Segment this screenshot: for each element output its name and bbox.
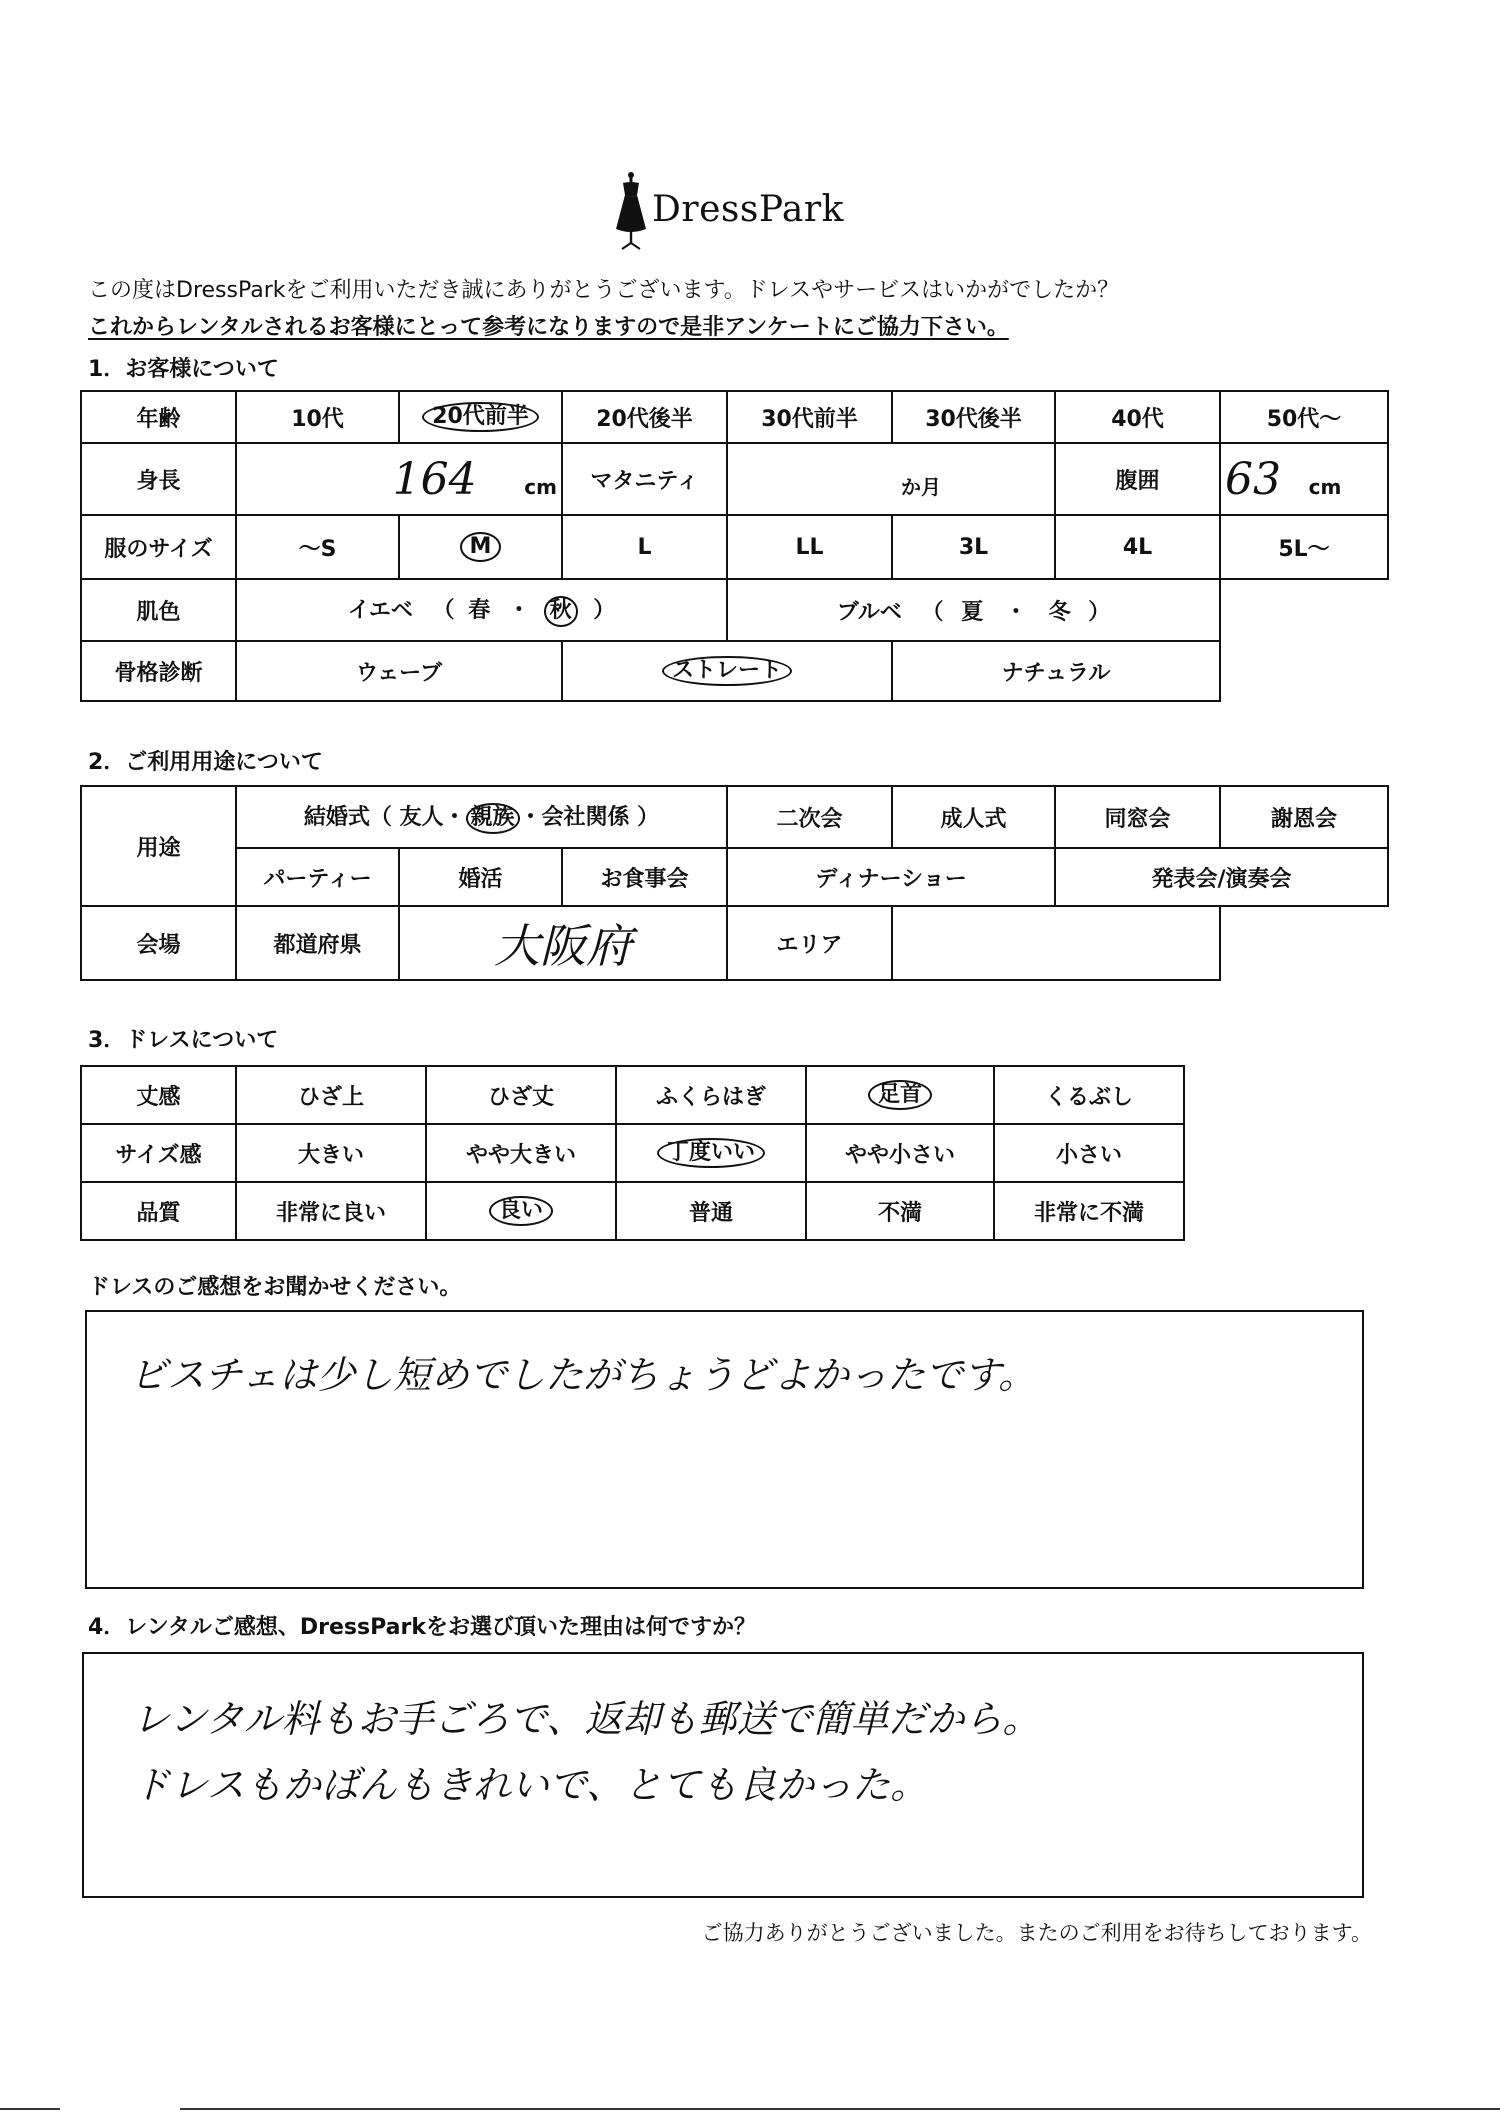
age-option[interactable]: 50代～ (1220, 391, 1388, 443)
dress-table (80, 1065, 1185, 1241)
maternity-field[interactable] (727, 443, 1055, 515)
bone-label: 骨格診断 (81, 641, 236, 701)
fit-option[interactable]: 大きい (236, 1124, 426, 1182)
waist-unit: cm (1308, 474, 1342, 499)
wedding-prefix: 結婚式（ 友人・ (303, 805, 466, 831)
waist-field[interactable] (1220, 443, 1388, 515)
wedding-suffix: ・会社関係 ） (519, 805, 660, 831)
size-option[interactable]: L (562, 515, 727, 579)
section-1-title: 1．お客様について (88, 357, 279, 382)
prefecture-value: 大阪府 (494, 919, 633, 973)
quality-option-selected[interactable] (426, 1182, 616, 1240)
size-option[interactable]: LL (727, 515, 892, 579)
skin-winter: 冬 (1048, 599, 1071, 625)
skin-blue-label: ブルベ (836, 599, 902, 625)
paren-close: ） (1088, 599, 1111, 625)
maternity-unit: か月 (901, 474, 941, 499)
skin-blue-field[interactable] (727, 579, 1220, 641)
length-row (81, 1066, 1184, 1124)
footer-rule (180, 2108, 1500, 2110)
maternity-label: マタニティ (562, 443, 727, 515)
prefecture-field[interactable] (399, 906, 727, 980)
purpose-option[interactable]: 成人式 (892, 786, 1055, 848)
purpose-option[interactable]: 同窓会 (1055, 786, 1220, 848)
intro-line-2: これからレンタルされるお客様にとって参考になりますので是非アンケートにご協力下さい。 (88, 315, 1009, 340)
skin-yellow-label: イエベ (347, 598, 413, 624)
size-row (81, 515, 1388, 579)
purpose-option[interactable]: パーティー (236, 848, 399, 906)
size-label: 服のサイズ (81, 515, 236, 579)
wedding-field[interactable] (236, 786, 727, 848)
section-4-title: 4．レンタルご感想、DressParkをお選び頂いた理由は何ですか？ (88, 1615, 756, 1640)
length-option[interactable]: くるぶし (994, 1066, 1184, 1124)
prefecture-label: 都道府県 (236, 906, 399, 980)
skin-row (81, 579, 1388, 641)
footer-rule (0, 2108, 60, 2110)
length-option-selected[interactable] (806, 1066, 994, 1124)
rental-comment-box[interactable] (82, 1652, 1364, 1898)
venue-label: 会場 (81, 906, 236, 980)
paren-close: ） (593, 598, 616, 624)
circle-mark: 足首 (868, 1080, 932, 1110)
size-option[interactable]: 4L (1055, 515, 1220, 579)
waist-label: 腹囲 (1055, 443, 1220, 515)
intro-line-1: この度はDressParkをご利用いただき誠にありがとうございます。ドレスやサービスはいかがでしたか？ (88, 278, 1120, 303)
dress-form-icon (614, 171, 648, 251)
dress-comment-text: ビスチェは少し短めでしたがちょうどよかったです。 (129, 1353, 1037, 1397)
skin-yellow-field[interactable] (236, 579, 727, 641)
height-value: 164 (392, 453, 477, 505)
venue-row (81, 906, 1388, 980)
length-label: 丈感 (81, 1066, 236, 1124)
height-label: 身長 (81, 443, 236, 515)
quality-label: 品質 (81, 1182, 236, 1240)
length-option[interactable]: ひざ上 (236, 1066, 426, 1124)
purpose-option[interactable]: 謝恩会 (1220, 786, 1388, 848)
bone-row (81, 641, 1388, 701)
section-2-title: 2．ご利用用途について (88, 750, 323, 775)
height-unit: cm (524, 474, 557, 499)
bone-option[interactable]: ウェーブ (236, 641, 562, 701)
section-3-title: 3．ドレスについて (88, 1028, 279, 1053)
purpose-option[interactable]: 発表会/演奏会 (1055, 848, 1388, 906)
brand-logo (612, 165, 852, 260)
rental-comment-line: レンタル料もお手ごろで、返却も郵送で簡単だから。 (132, 1697, 1041, 1741)
age-option[interactable]: 40代 (1055, 391, 1220, 443)
size-option[interactable]: 5L～ (1220, 515, 1388, 579)
brand-name: DressPark (652, 189, 844, 230)
size-option[interactable]: ～S (236, 515, 399, 579)
age-label: 年齢 (81, 391, 236, 443)
circle-mark: ストレート (662, 656, 792, 686)
age-option[interactable]: 10代 (236, 391, 399, 443)
area-field[interactable] (892, 906, 1220, 980)
paren-open: （ (432, 598, 455, 624)
bone-option[interactable]: ナチュラル (892, 641, 1220, 701)
purpose-option[interactable]: ディナーショー (727, 848, 1055, 906)
purpose-label: 用途 (81, 786, 236, 906)
circle-mark: 丁度いい (657, 1138, 765, 1168)
dot: ・ (507, 598, 530, 624)
circle-mark: 良い (489, 1196, 553, 1226)
size-option-selected[interactable] (399, 515, 562, 579)
dot: ・ (1004, 599, 1027, 625)
dress-comment-box[interactable] (85, 1310, 1364, 1589)
quality-option[interactable]: 不満 (806, 1182, 994, 1240)
fit-label: サイズ感 (81, 1124, 236, 1182)
quality-row (81, 1182, 1184, 1240)
fit-option[interactable]: やや大きい (426, 1124, 616, 1182)
quality-option[interactable]: 普通 (616, 1182, 806, 1240)
skin-autumn-circle-mark: 秋 (544, 596, 578, 626)
paren-open: （ (921, 599, 944, 625)
purpose-option[interactable]: お食事会 (562, 848, 727, 906)
bone-option-selected[interactable] (562, 641, 892, 701)
fit-row (81, 1124, 1184, 1182)
age-option[interactable]: 30代後半 (892, 391, 1055, 443)
purpose-option[interactable]: 婚活 (399, 848, 562, 906)
circle-mark: 20代前半 (422, 402, 539, 432)
skin-label: 肌色 (81, 579, 236, 641)
skin-spring: 春 (468, 598, 491, 624)
age-option[interactable]: 30代前半 (727, 391, 892, 443)
purpose-row-2 (81, 848, 1388, 906)
thanks-message: ご協力ありがとうございました。またのご利用をお待ちしております。 (701, 1921, 1372, 1945)
length-option[interactable]: ふくらはぎ (616, 1066, 806, 1124)
fit-option[interactable]: 小さい (994, 1124, 1184, 1182)
length-option[interactable]: ひざ丈 (426, 1066, 616, 1124)
dress-comment-prompt: ドレスのご感想をお聞かせください。 (88, 1275, 462, 1300)
waist-value: 63 (1225, 453, 1281, 505)
purpose-option[interactable]: 二次会 (727, 786, 892, 848)
age-row (81, 391, 1388, 443)
purpose-table (80, 785, 1389, 981)
height-row (81, 443, 1388, 515)
age-option-selected[interactable] (399, 391, 562, 443)
customer-table (80, 390, 1389, 702)
age-option[interactable]: 20代後半 (562, 391, 727, 443)
area-label: エリア (727, 906, 892, 980)
height-field[interactable] (236, 443, 562, 515)
wedding-family-circle-mark: 親族 (466, 803, 520, 833)
size-option[interactable]: 3L (892, 515, 1055, 579)
fit-option-selected[interactable] (616, 1124, 806, 1182)
skin-summer: 夏 (961, 599, 984, 625)
circle-mark: M (460, 532, 502, 562)
purpose-row-1 (81, 786, 1388, 848)
rental-comment-line: ドレスもかばんもきれいで、とても良かった。 (132, 1763, 929, 1807)
fit-option[interactable]: やや小さい (806, 1124, 994, 1182)
quality-option[interactable]: 非常に不満 (994, 1182, 1184, 1240)
quality-option[interactable]: 非常に良い (236, 1182, 426, 1240)
